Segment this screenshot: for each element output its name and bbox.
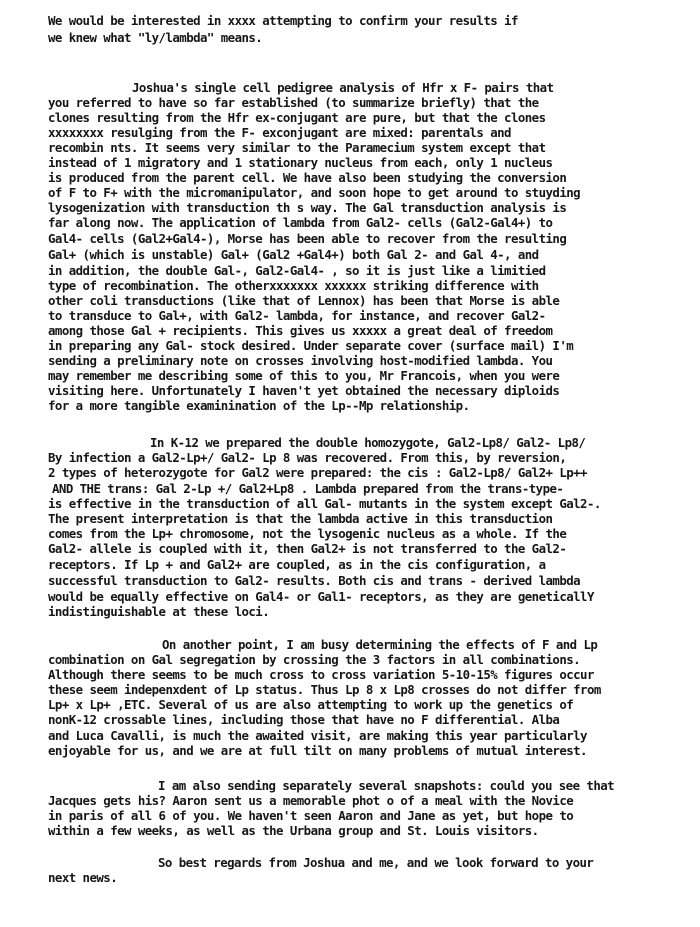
text-line: type of recombination. The otherxxxxxxx xxxxxx striking difference with — [48, 278, 539, 293]
text-line: successful transduction to Gal2- results. Both cis and trans - derived lambda — [48, 573, 581, 588]
text-line: On another point, I am busy determining the effects of F and Lp — [162, 637, 598, 652]
text-line: other coli transductions (like that of Lennox) has been that Morse is able — [48, 293, 560, 308]
text-line: within a few weeks, as well as the Urbana group and St. Louis visitors. — [48, 823, 539, 838]
text-line: comes from the Lp+ chromosome, not the lysogenic nucleus as a whole. If the — [48, 526, 567, 541]
text-line: would be equally effective on Gal4- or Gal1- receptors, as they are geneticallY — [48, 589, 594, 604]
text-line: enjoyable for us, and we are at full tilt on many problems of mutual interest. — [48, 743, 587, 758]
text-line: lysogenization with transduction th s way. The Gal transduction analysis is — [48, 200, 567, 215]
text-line: The present interpretation is that the lambda active in this transduction — [48, 511, 553, 526]
text-line: Joshua's single cell pedigree analysis of Hfr x F- pairs that — [132, 80, 554, 95]
text-line: far along now. The application of lambda from Gal2- cells (Gal2-Gal4+) to — [48, 215, 553, 230]
text-line: may remember me describing some of this to you, Mr Francois, when you were — [48, 368, 560, 383]
text-line: in addition, the double Gal-, Gal2-Gal4- , so it is just like a limitied — [48, 263, 546, 278]
text-line: is effective in the transduction of all Gal- mutants in the system except Gal2-. — [48, 496, 601, 511]
text-line: I am also sending separately several snapshots: could you see that — [158, 778, 615, 793]
text-line: these seem indepenxdent of Lp status. Thus Lp 8 x Lp8 crosses do not differ from — [48, 682, 601, 697]
text-line: Gal+ (which is unstable) Gal+ (Gal2 +Gal4+) both Gal 2- and Gal 4-, and — [48, 247, 539, 262]
text-line: clones resulting from the Hfr ex-conjugant are pure, but that the clones — [48, 110, 546, 125]
text-line: receptors. If Lp + and Gal2+ are coupled, as in the cis configuration, a — [48, 557, 546, 572]
text-line: So best regards from Joshua and me, and we look forward to your — [158, 855, 594, 870]
text-line: and Luca Cavalli, is much the awaited visit, are making this year particularly — [48, 728, 587, 743]
text-line: visiting here. Unfortunately I haven't yet obtained the necessary diploids — [48, 383, 560, 398]
text-line: you referred to have so far established (to summarize briefly) that the — [48, 95, 539, 110]
text-line: among those Gal + recipients. This gives us xxxxx a great deal of freedom — [48, 323, 553, 338]
text-line: sending a preliminary note on crosses involving host-modified lambda. You — [48, 353, 553, 368]
text-line: in preparing any Gal- stock desired. Under separate cover (surface mail) I'm — [48, 338, 574, 353]
text-line: Gal2- allele is coupled with it, then Gal2+ is not transferred to the Gal2- — [48, 541, 567, 556]
text-line: We would be interested in xxxx attempting to confirm your results if — [48, 13, 518, 28]
text-line: to transduce to Gal+, with Gal2- lambda, for instance, and recover Gal2- — [48, 308, 546, 323]
text-line: indistinguishable at these loci. — [48, 604, 270, 619]
text-line: By infection a Gal2-Lp+/ Gal2- Lp 8 was recovered. From this, by reversion, — [48, 450, 567, 465]
text-line: Lp+ x Lp+ ,ETC. Several of us are also attempting to work up the genetics of — [48, 697, 574, 712]
text-line: instead of 1 migratory and 1 stationary nucleus from each, only 1 nucleus — [48, 155, 553, 170]
text-line: we knew what "ly/lambda" means. — [48, 30, 263, 45]
text-line: Gal4- cells (Gal2+Gal4-), Morse has been able to recover from the resulting — [48, 231, 567, 246]
text-line: xxxxxxxx resulging from the F- exconjugant are mixed: parentals and — [48, 125, 511, 140]
text-line: In K-12 we prepared the double homozygote, Gal2-Lp8/ Gal2- Lp8/ — [150, 435, 586, 450]
text-line: nonK-12 crossable lines, including those that have no F differential. Alba — [48, 712, 560, 727]
text-line: recombin nts. It seems very similar to the Paramecium system except that — [48, 140, 546, 155]
text-line: 2 types of heterozygote for Gal2 were prepared: the cis : Gal2-Lp8/ Gal2+ Lp++ — [48, 465, 587, 480]
text-line: Jacques gets his? Aaron sent us a memorable phot o of a meal with the Novice — [48, 793, 574, 808]
text-line: of F to F+ with the micromanipulator, and soon hope to get around to stuyding — [48, 185, 581, 200]
text-line: AND THE trans: Gal 2-Lp +/ Gal2+Lp8 . Lambda prepared from the trans-type- — [52, 481, 564, 496]
text-line: combination on Gal segregation by crossing the 3 factors in all combinations. — [48, 652, 581, 667]
text-line: in paris of all 6 of you. We haven't seen Aaron and Jane as yet, but hope to — [48, 808, 574, 823]
text-line: next news. — [48, 870, 118, 885]
text-line: Although there seems to be much cross to cross variation 5-10-15% figures occur — [48, 667, 594, 682]
text-line: for a more tangible examinination of the Lp--Mp relationship. — [48, 398, 470, 413]
text-line: is produced from the parent cell. We have also been studying the conversion — [48, 170, 567, 185]
